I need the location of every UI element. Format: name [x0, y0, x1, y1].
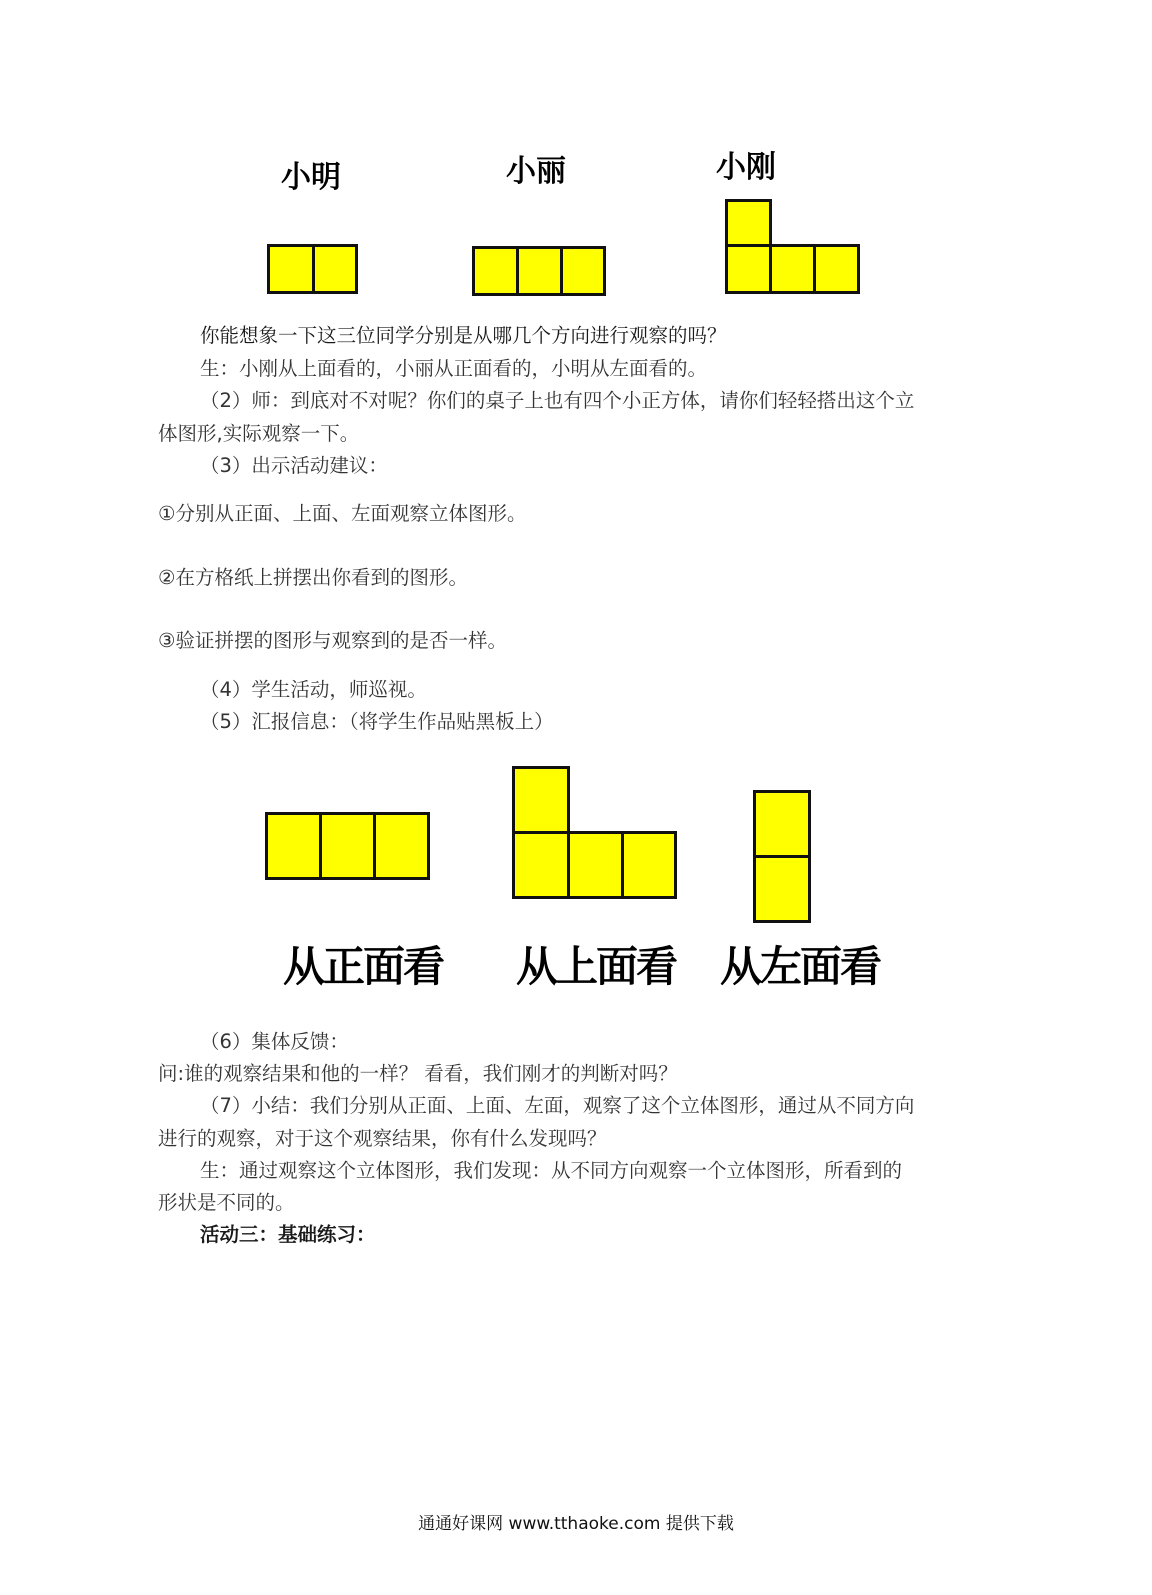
cube-square: [312, 244, 358, 294]
paragraph-feedback: （6）集体反馈：: [200, 1030, 349, 1053]
label-xiaoli: 小丽: [506, 154, 566, 189]
cube-square: [753, 855, 811, 923]
paragraph-conclusion-line2: 形状是不同的。: [158, 1191, 295, 1214]
cube-square: [319, 812, 376, 880]
cube-square: [512, 831, 570, 899]
heading-activity-three: 活动三：基础练习：: [200, 1223, 376, 1246]
cube-square: [265, 812, 322, 880]
paragraph-summary-line2: 进行的观察，对于这个观察结果，你有什么发现吗？: [158, 1127, 607, 1150]
cube-square: [725, 244, 772, 294]
suggestion-step-2: ②在方格纸上拼摆出你看到的图形。: [158, 566, 468, 589]
paragraph-question-2: 问:谁的观察结果和他的一样？ 看看，我们刚才的判断对吗？: [158, 1062, 678, 1085]
paragraph-activity-suggestion: （3）出示活动建议：: [200, 454, 388, 477]
suggestion-step-1: ①分别从正面、上面、左面观察立体图形。: [158, 502, 527, 525]
cube-square: [725, 199, 772, 247]
cube-square: [769, 244, 816, 294]
label-front-view: 从正面看: [283, 942, 444, 991]
cube-square: [512, 766, 570, 834]
label-xiaogang: 小刚: [716, 150, 776, 185]
suggestion-step-3: ③验证拼摆的图形与观察到的是否一样。: [158, 629, 507, 652]
paragraph-summary-line1: （7）小结：我们分别从正面、上面、左面，观察了这个立体图形，通过从不同方向: [200, 1094, 915, 1117]
paragraph-teacher-line2: 体图形,实际观察一下。: [158, 422, 360, 445]
paragraph-question: 你能想象一下这三位同学分别是从哪几个方向进行观察的吗？: [200, 324, 727, 347]
cube-square: [567, 831, 624, 899]
cube-square: [753, 790, 811, 858]
cube-square: [516, 246, 563, 296]
paragraph-teacher-line1: （2）师：到底对不对呢？你们的桌子上也有四个小正方体，请你们轻轻搭出这个立: [200, 389, 915, 412]
cube-square: [560, 246, 606, 296]
cube-square: [621, 831, 677, 899]
cube-square: [267, 244, 315, 294]
cube-square: [472, 246, 519, 296]
label-xiaoming: 小明: [281, 160, 341, 195]
cube-square: [373, 812, 430, 880]
cube-square: [813, 244, 860, 294]
paragraph-student-activity: （4）学生活动，师巡视。: [200, 678, 427, 701]
paragraph-student-answer: 生：小刚从上面看的，小丽从正面看的，小明从左面看的。: [200, 357, 708, 380]
label-top-view: 从上面看: [516, 942, 677, 991]
paragraph-conclusion-line1: 生：通过观察这个立体图形，我们发现：从不同方向观察一个立体图形，所看到的: [200, 1159, 903, 1182]
paragraph-report: （5）汇报信息：（将学生作品贴黑板上）: [200, 710, 554, 733]
label-left-view: 从左面看: [720, 942, 881, 991]
footer-credit: 通通好课网 www.tthaoke.com 提供下载: [418, 1514, 734, 1534]
